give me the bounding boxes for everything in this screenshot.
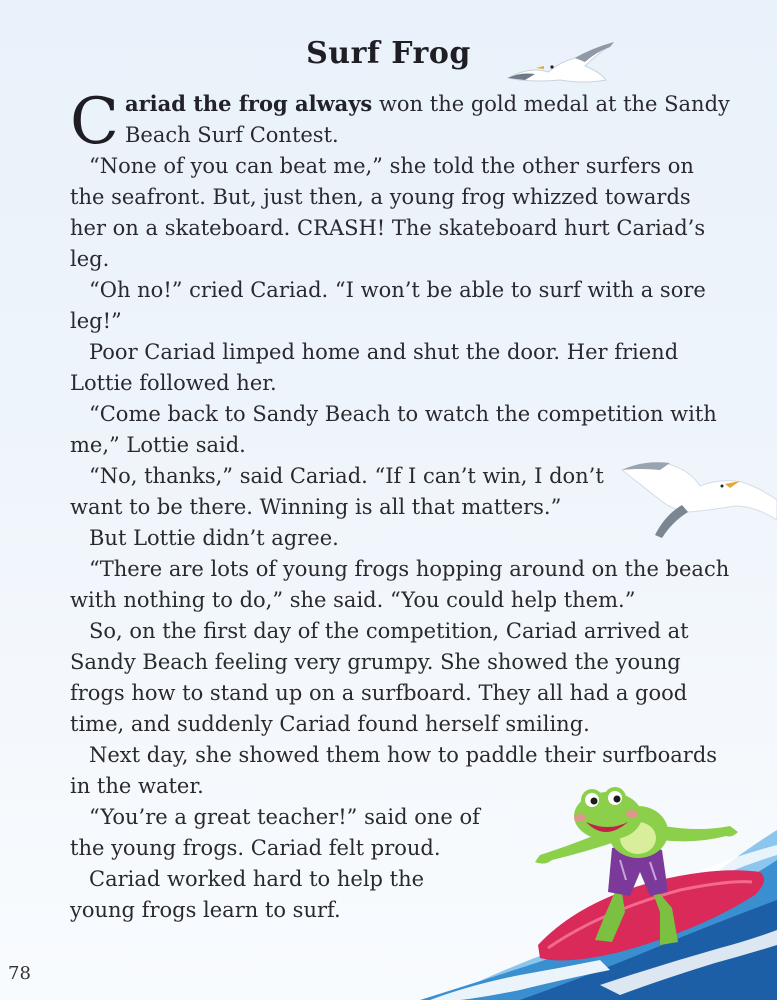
- story-title: Surf Frog: [306, 36, 471, 71]
- paragraph-5: “Come back to Sandy Beach to watch the competition with me,” Lottie said.: [70, 402, 717, 457]
- paragraph-12: Cariad worked hard to help the young frogs learn to surf.: [70, 867, 425, 922]
- paragraph-8: “There are lots of young frogs hopping around on the beach with nothing to do,” she said. “You could help them.”: [70, 557, 730, 612]
- paragraph-9: So, on the first day of the competition, Cariad arrived at Sandy Beach feeling very grumpy. She showed the young frogs how to stand up on a surfboard. They all had a good time, and suddenly Cariad found herself smiling.: [70, 619, 689, 736]
- page-number: 78: [8, 963, 31, 984]
- paragraph-7: But Lottie didn’t agree.: [89, 526, 339, 550]
- paragraph-11: “You’re a great teacher!” said one of the young frogs. Cariad felt proud.: [70, 805, 480, 860]
- paragraph-3: “Oh no!” cried Cariad. “I won’t be able to surf with a sore leg!”: [70, 278, 706, 333]
- paragraph-4: Poor Cariad limped home and shut the door. Her friend Lottie followed her.: [70, 340, 679, 395]
- paragraph-10: Next day, she showed them how to paddle their surfboards in the water.: [70, 743, 718, 798]
- paragraph-1: [70, 85, 730, 159]
- drop-cap: C: [70, 85, 119, 159]
- lead-in-text: ariad the frog always: [124, 91, 373, 116]
- story-text: [70, 85, 730, 926]
- paragraph-6: “No, thanks,” said Cariad. “If I can’t win, I don’t want to be there. Winning is all that matters.”: [70, 464, 604, 519]
- paragraph-2: “None of you can beat me,” she told the other surfers on the seafront. But, just then, a young frog whizzed towards her on a skateboard. CRASH! The skateboard hurt Cariad’s leg.: [70, 154, 706, 271]
- paragraph-1-text: won the gold medal at the Sandy Beach Surf Contest.: [124, 92, 730, 147]
